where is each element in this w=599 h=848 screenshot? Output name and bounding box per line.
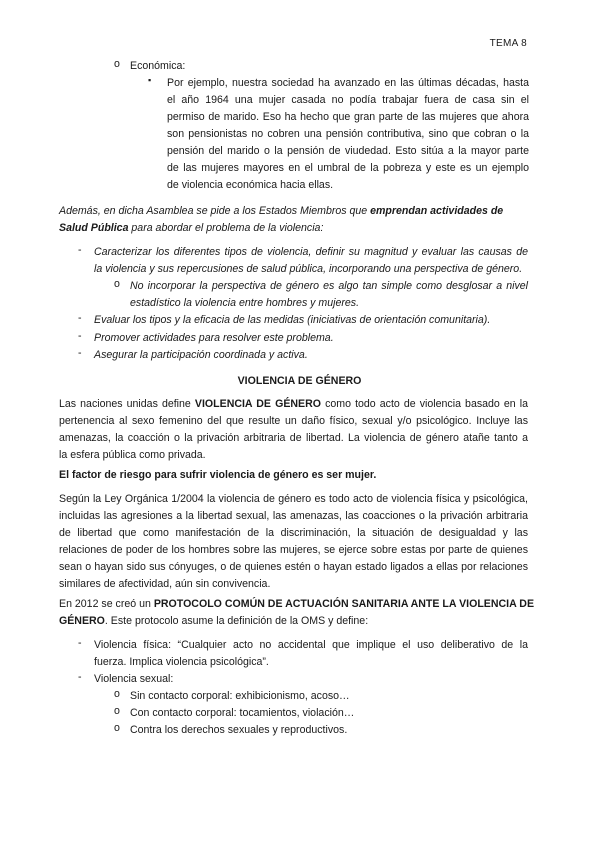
law-paragraph — [59, 491, 528, 593]
economic-heading: Económica: — [130, 60, 186, 72]
text-line: Violencia física: “Cualquier acto no accidental que implique el uso deliberativo de la — [94, 639, 528, 651]
text-span: Además, en dicha Asamblea se pide a los Estados Miembros que — [59, 205, 371, 217]
text-line: Según la Ley Orgánica 1/2004 la violencia de género es todo acto de violencia física y psicológica, — [59, 493, 528, 505]
text-span: En 2012 se creó un — [59, 598, 154, 610]
text-span: como todo acto de violencia basado en la — [321, 398, 528, 410]
text-line — [59, 396, 528, 413]
text-line: Por ejemplo, nuestra sociedad ha avanzado en las últimas décadas, hasta — [167, 77, 529, 89]
text-span: . Este protocolo asume la definición de la OMS y define: — [104, 615, 369, 627]
section-title: VIOLENCIA DE GÉNERO — [237, 375, 362, 387]
text-line: de las mujeres mayores en el umbral de la pobreza y este es un ejemplo — [167, 162, 529, 174]
text-line: permiso de marido. Eso ha hecho que gran parte de las mujeres que ahora — [167, 111, 529, 123]
assembly-item-1 — [94, 244, 528, 278]
text-line: estadístico la violencia entre hombres y mujeres. — [130, 297, 360, 309]
text-line: relaciones de poder de los hombres sobre las mujeres, se ejerce sobre estas por parte de quienes — [59, 544, 528, 556]
text-line: la esfera pública como privada. — [59, 449, 206, 461]
sexual-subitem: Con contacto corporal: tocamientos, violación… — [130, 707, 355, 719]
circle-bullet-icon: o — [114, 278, 120, 290]
square-bullet-icon: ▪ — [148, 75, 152, 85]
dash-bullet-icon: - — [78, 671, 82, 683]
dash-bullet-icon: - — [78, 330, 82, 342]
text-line: la violencia y sus repercusiones de salud pública, incorporando una perspectiva de género. — [94, 263, 523, 275]
text-line: amenazas, la coacción o la privación arbitraria de libertad. La violencia de género atañe tanto a — [59, 432, 528, 444]
circle-bullet-icon: o — [114, 705, 120, 717]
assembly-intro-line-1 — [59, 203, 503, 220]
text-line: similares de afectividad, aún sin convivencia. — [59, 578, 271, 590]
dash-bullet-icon: - — [78, 637, 82, 649]
circle-bullet-icon: o — [114, 688, 120, 700]
circle-bullet-icon: o — [114, 58, 120, 70]
risk-factor-statement: El factor de riesgo para sufrir violencia de género es ser mujer. — [59, 469, 377, 481]
page-header-label: TEMA 8 — [489, 38, 527, 49]
text-line: Caracterizar los diferentes tipos de violencia, definir su magnitud y evaluar las causas de — [94, 246, 528, 258]
bold-text-span: Salud Pública — [59, 222, 129, 234]
physical-violence-item — [94, 637, 528, 671]
text-line: incluidas las agresiones a la libertad sexual, las amenazas, las coacciones o la privación arbitraria — [59, 510, 528, 522]
bold-text-span: emprendan actividades de — [370, 205, 504, 217]
dash-bullet-icon: - — [78, 244, 82, 256]
text-line: pertenencia al sexo femenino del que resulte un daño físico, sexual y/o psicológico. Incluye las — [59, 415, 528, 427]
text-line: el año 1964 una mujer casada no podía trabajar fuera de casa sin el — [167, 94, 529, 106]
sexual-subitem: Sin contacto corporal: exhibicionismo, acoso… — [130, 690, 350, 702]
dash-bullet-icon: - — [78, 312, 82, 324]
bold-text-span: GÉNERO — [59, 615, 105, 627]
text-line — [59, 613, 528, 630]
text-line: fuerza. Implica violencia psicológica”. — [94, 656, 269, 668]
text-line — [59, 596, 535, 613]
definition-paragraph — [59, 396, 528, 464]
protocol-paragraph — [59, 596, 535, 630]
sexual-violence-item: Violencia sexual: — [94, 673, 174, 685]
assembly-item-2: Evaluar los tipos y la eficacia de las medidas (iniciativas de orientación comunitaria). — [94, 314, 491, 326]
text-span: para abordar el problema de la violencia: — [128, 222, 324, 234]
assembly-item-4: Asegurar la participación coordinada y activa. — [94, 349, 308, 361]
text-line: No incorporar la perspectiva de género es algo tan simple como desglosar a nivel — [130, 280, 528, 292]
bold-text-span: PROTOCOLO COMÚN DE ACTUACIÓN SANITARIA ANTE LA VIOLENCIA DE — [153, 598, 535, 610]
economic-paragraph — [167, 75, 529, 194]
text-line: de libertad que como manifestación de la discriminación, la situación de desigualdad y las — [59, 527, 528, 539]
assembly-subitem-1 — [130, 278, 528, 312]
text-line: sean o hayan sido sus cónyuges, o de quienes estén o hayan estado ligados a ellas por relaciones — [59, 561, 528, 573]
bold-text-span: VIOLENCIA DE GÉNERO — [194, 398, 321, 410]
assembly-item-3: Promover actividades para resolver este problema. — [94, 332, 334, 344]
text-line: de violencia económica hacia ellas. — [167, 179, 334, 191]
dash-bullet-icon: - — [78, 347, 82, 359]
circle-bullet-icon: o — [114, 722, 120, 734]
text-line: son pensionistas no cobren una pensión contributiva, sino que cobran o la — [167, 128, 529, 140]
text-line: pensión del marido o la pensión de viudedad. Esto sitúa a la mayor parte — [167, 145, 529, 157]
assembly-intro-line-2 — [59, 220, 323, 237]
text-span: Las naciones unidas define — [59, 398, 195, 410]
sexual-subitem: Contra los derechos sexuales y reproductivos. — [130, 724, 348, 736]
